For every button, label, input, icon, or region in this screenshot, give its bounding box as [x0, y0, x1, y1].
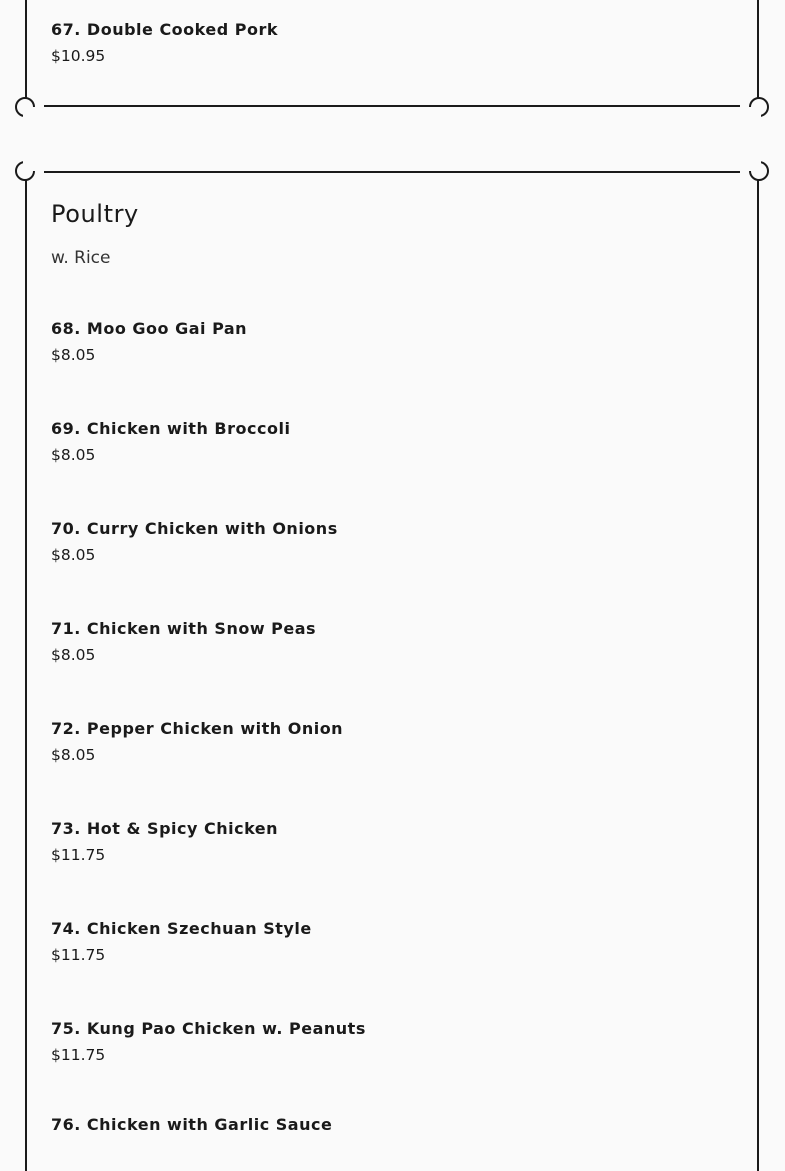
corner-mask	[23, 107, 43, 119]
card-bottom-border	[44, 105, 740, 107]
menu-item	[51, 919, 312, 965]
menu-item	[51, 419, 290, 465]
menu-item-name: 67. Double Cooked Pork	[51, 20, 278, 39]
poultry-menu-card	[25, 171, 759, 1171]
menu-item-price: $8.05	[51, 346, 96, 364]
menu-item	[51, 819, 278, 865]
menu-item	[51, 319, 247, 365]
menu-item-price: $8.05	[51, 746, 96, 764]
menu-item-name: 71. Chicken with Snow Peas	[51, 619, 317, 638]
menu-item-name: 74. Chicken Szechuan Style	[51, 919, 312, 938]
menu-item-name: 75. Kung Pao Chicken w. Peanuts	[51, 1019, 366, 1038]
menu-item-price: $8.05	[51, 446, 96, 464]
menu-item-price: $11.75	[51, 1046, 106, 1064]
section-subtitle: w. Rice	[51, 248, 111, 268]
menu-item-name: 70. Curry Chicken with Onions	[51, 519, 338, 538]
menu-item-name: 68. Moo Goo Gai Pan	[51, 319, 248, 338]
menu-item-name: 73. Hot & Spicy Chicken	[51, 819, 279, 838]
menu-item-name: 76. Chicken with Garlic Sauce	[51, 1115, 333, 1134]
menu-item-price: $8.05	[51, 546, 96, 564]
menu-item-price: $11.75	[51, 946, 106, 964]
pork-menu-card	[25, 0, 759, 107]
menu-item	[51, 20, 278, 66]
menu-item-name: 69. Chicken with Broccoli	[51, 419, 291, 438]
corner-mask	[23, 159, 43, 171]
menu-item	[51, 1019, 366, 1065]
menu-item-price: $8.05	[51, 646, 96, 664]
menu-item-price: $10.95	[51, 47, 106, 65]
corner-mask	[741, 107, 761, 119]
corner-mask	[741, 159, 761, 171]
menu-item	[51, 519, 338, 565]
section-title: Poultry	[51, 200, 139, 228]
menu-item	[51, 1115, 332, 1141]
menu-item-price: $11.75	[51, 846, 106, 864]
menu-item-name: 72. Pepper Chicken with Onion	[51, 719, 344, 738]
card-top-border	[44, 171, 740, 173]
menu-item	[51, 619, 316, 665]
menu-item	[51, 719, 343, 765]
